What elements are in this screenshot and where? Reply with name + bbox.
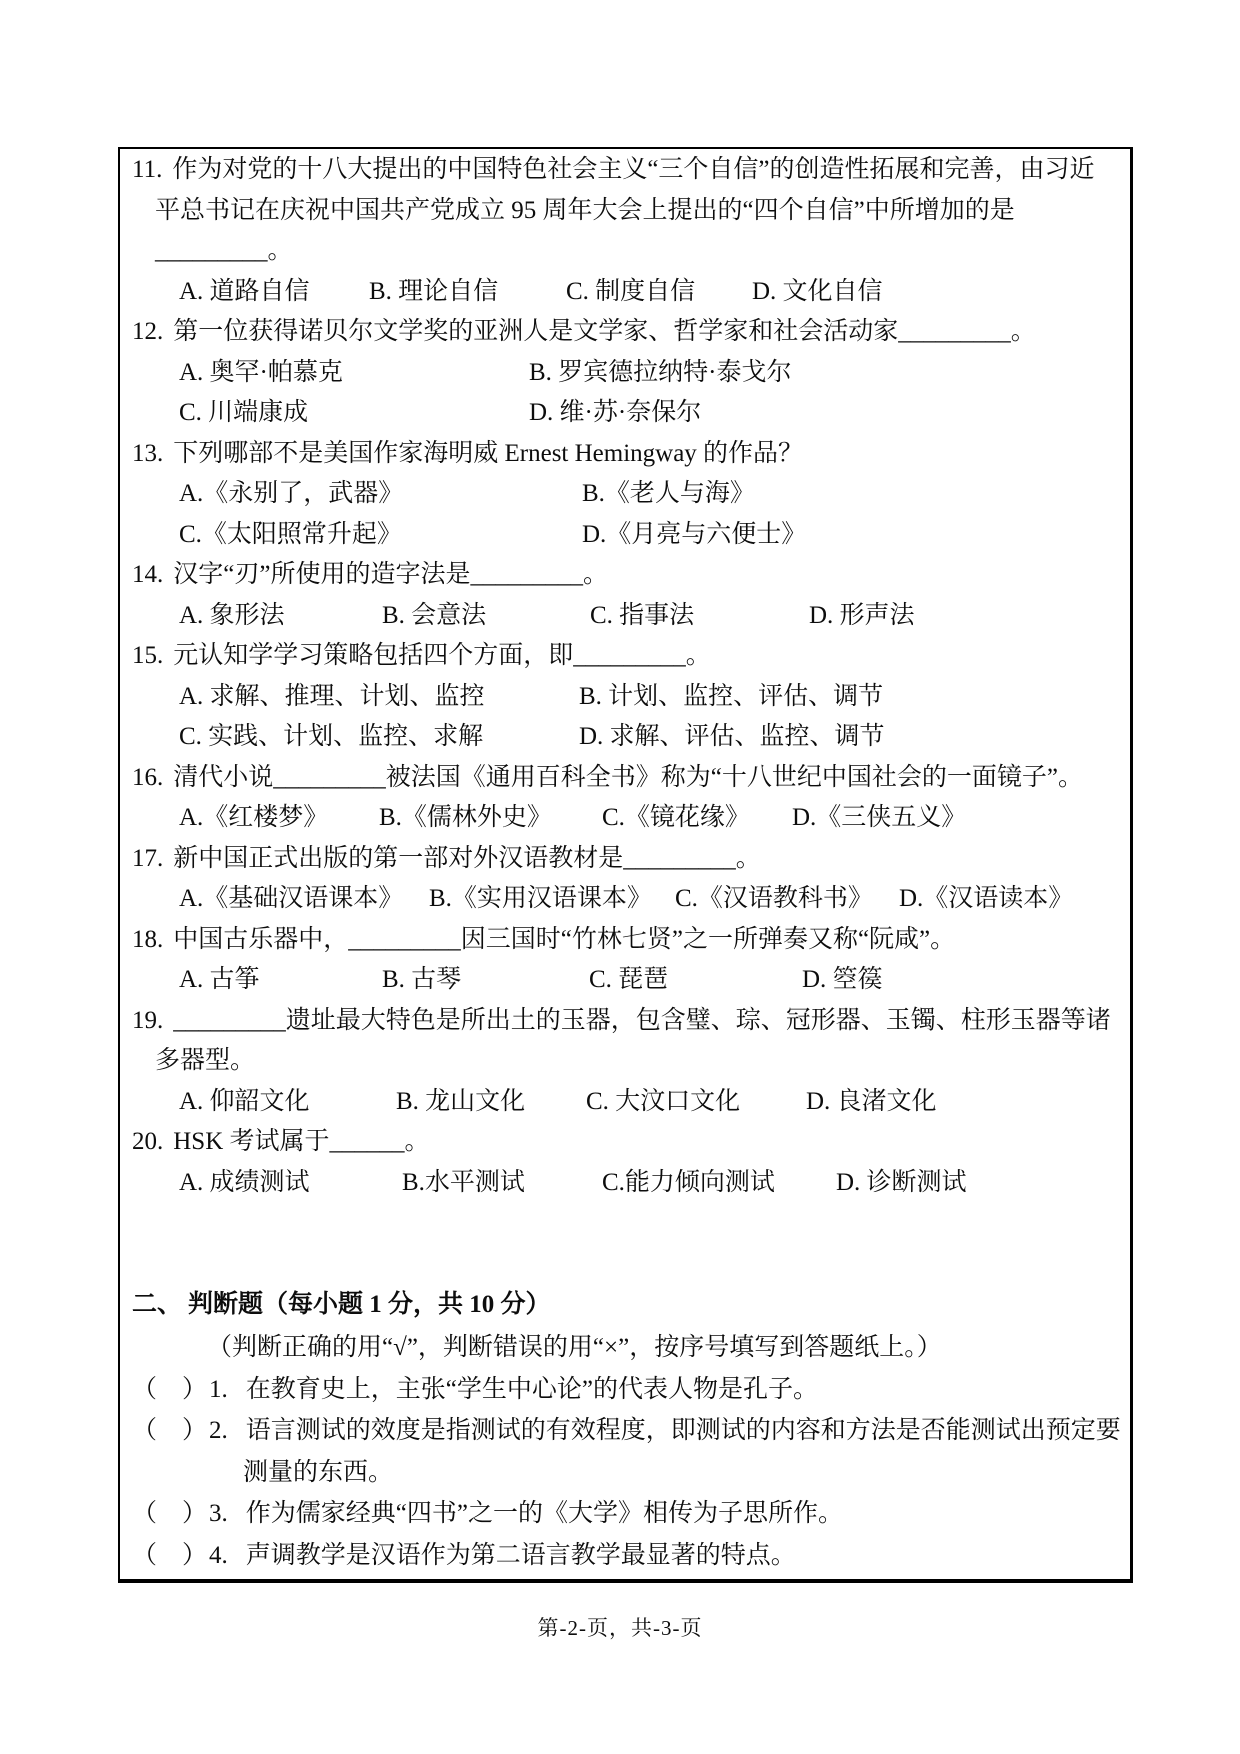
q18-option-b: B. 古琴 bbox=[382, 966, 462, 993]
judgment-item-2 bbox=[132, 1410, 1126, 1452]
q19-option-c: C. 大汶口文化 bbox=[586, 1087, 741, 1115]
q13-option-a: A.《永别了，武器》 bbox=[179, 480, 404, 507]
q20-stem-text: HSK 考试属于______。 bbox=[173, 1128, 430, 1155]
q11-option-b: B. 理论自信 bbox=[369, 277, 499, 305]
q12-stem bbox=[132, 312, 1126, 353]
judgment-item-4-answer-blank: （ ） bbox=[132, 1541, 208, 1569]
q18-number: 18. bbox=[132, 925, 164, 953]
q19-stem-text-1: _________遗址最大特色是所出土的玉器，包含璧、琮、冠形器、玉镯、柱形玉器等诸 bbox=[173, 1006, 1111, 1034]
q12-option-b: B. 罗宾德拉纳特·泰戈尔 bbox=[529, 358, 792, 386]
q12-stem-text: 第一位获得诺贝尔文学奖的亚洲人是文学家、哲学家和社会活动家_________。 bbox=[173, 318, 1036, 345]
q15-option-a: A. 求解、推理、计划、监控 bbox=[179, 682, 485, 710]
judgment-item-4 bbox=[132, 1535, 1126, 1577]
q14-option-d: D. 形声法 bbox=[809, 601, 915, 629]
q12-option-a: A. 奥罕·帕慕克 bbox=[179, 358, 343, 386]
q12-number: 12. bbox=[132, 318, 164, 345]
q11-answer-blank-line: _________。 bbox=[155, 237, 293, 264]
q14-stem-text: 汉字“刃”所使用的造字法是_________。 bbox=[173, 561, 608, 588]
q13-stem-text: 下列哪部不是美国作家海明威 Ernest Hemingway 的作品？ bbox=[173, 439, 804, 467]
q14-options bbox=[179, 596, 1126, 637]
q18-option-d: D. 箜篌 bbox=[802, 966, 883, 993]
page-number-footer: 第-2-页，共-3-页 bbox=[537, 1616, 703, 1640]
q20-option-d: D. 诊断测试 bbox=[836, 1168, 967, 1196]
q13-option-b: B.《老人与海》 bbox=[582, 480, 755, 507]
q11-option-a: A. 道路自信 bbox=[179, 277, 310, 305]
q19-option-b: B. 龙山文化 bbox=[396, 1087, 526, 1115]
q11-option-d: D. 文化自信 bbox=[752, 277, 883, 305]
q11-stem-line-2: 平总书记在庆祝中国共产党成立 95 周年大会上提出的“四个自信”中所增加的是 bbox=[155, 196, 1015, 224]
q16-options bbox=[179, 798, 1126, 839]
q15-option-b: B. 计划、监控、评估、调节 bbox=[579, 682, 884, 710]
exam-content-box bbox=[118, 147, 1133, 1583]
q15-stem bbox=[132, 636, 1126, 677]
q11-number: 11. bbox=[132, 156, 163, 183]
q15-option-d: D. 求解、评估、监控、调节 bbox=[579, 723, 885, 750]
q14-option-a: A. 象形法 bbox=[179, 601, 285, 629]
q18-option-a: A. 古筝 bbox=[179, 966, 260, 993]
q13-option-c: C.《太阳照常升起》 bbox=[179, 520, 402, 548]
judgment-item-4-text: 声调教学是汉语作为第二语言教学最显著的特点。 bbox=[245, 1541, 796, 1569]
q17-option-c: C.《汉语教科书》 bbox=[675, 885, 873, 912]
q15-stem-text: 元认知学学习策略包括四个方面，即_________。 bbox=[173, 642, 711, 669]
judgment-item-3-text: 作为儒家经典“四书”之一的《大学》相传为子思所作。 bbox=[245, 1500, 843, 1527]
section-spacer bbox=[132, 1203, 1126, 1283]
q14-option-b: B. 会意法 bbox=[382, 601, 487, 629]
section2-heading bbox=[132, 1283, 1126, 1327]
q12-option-c: C. 川端康成 bbox=[179, 399, 309, 426]
section2-instructions: （判断正确的用“√”，判断错误的用“×”，按序号填写到答题纸上。） bbox=[207, 1334, 942, 1361]
q17-option-d: D.《汉语读本》 bbox=[899, 885, 1074, 912]
q20-option-b: B.水平测试 bbox=[402, 1168, 525, 1196]
q13-options-row-2 bbox=[179, 515, 1126, 556]
q14-stem bbox=[132, 555, 1126, 596]
q14-number: 14. bbox=[132, 561, 164, 588]
judgment-item-1-answer-blank: （ ） bbox=[132, 1375, 208, 1403]
q16-stem-text: 清代小说_________被法国《通用百科全书》称为“十八世纪中国社会的一面镜子”。 bbox=[173, 763, 1083, 791]
q13-number: 13. bbox=[132, 439, 164, 467]
judgment-item-4-number: 4. bbox=[209, 1541, 228, 1569]
q14-option-c: C. 指事法 bbox=[590, 601, 695, 629]
q16-option-b: B.《儒林外史》 bbox=[379, 804, 552, 831]
q20-number: 20. bbox=[132, 1128, 164, 1155]
q17-number: 17. bbox=[132, 844, 164, 872]
q18-options bbox=[179, 960, 1126, 1001]
q20-options bbox=[179, 1163, 1126, 1204]
q15-options-row-1 bbox=[179, 677, 1126, 718]
q17-option-a: A.《基础汉语课本》 bbox=[179, 885, 404, 912]
q18-stem bbox=[132, 920, 1126, 961]
judgment-item-2-continuation: 测量的东西。 bbox=[243, 1458, 394, 1486]
q12-option-d: D. 维·苏·奈保尔 bbox=[529, 399, 702, 426]
judgment-item-1-number: 1. bbox=[209, 1375, 228, 1403]
q19-option-a: A. 仰韶文化 bbox=[179, 1087, 310, 1115]
judgment-item-1 bbox=[132, 1369, 1126, 1411]
q16-stem bbox=[132, 758, 1126, 799]
q17-stem bbox=[132, 839, 1126, 880]
judgment-item-2-number: 2. bbox=[209, 1417, 228, 1444]
judgment-item-3-answer-blank: （ ） bbox=[132, 1500, 208, 1527]
q17-options bbox=[179, 879, 1126, 920]
q16-option-c: C.《镜花缘》 bbox=[602, 804, 750, 831]
q19-option-d: D. 良渚文化 bbox=[806, 1087, 937, 1115]
q15-options-row-2 bbox=[179, 717, 1126, 758]
q18-option-c: C. 琵琶 bbox=[589, 966, 669, 993]
q13-options-row-1 bbox=[179, 474, 1126, 515]
q16-number: 16. bbox=[132, 763, 164, 791]
q19-number: 19. bbox=[132, 1006, 164, 1034]
judgment-item-3 bbox=[132, 1493, 1126, 1535]
q20-option-c: C.能力倾向测试 bbox=[602, 1168, 775, 1196]
judgment-item-1-text: 在教育史上，主张“学生中心论”的代表人物是孔子。 bbox=[245, 1375, 818, 1403]
q11-stem-line-1 bbox=[132, 150, 1126, 191]
q13-option-d: D.《月亮与六便士》 bbox=[582, 520, 807, 548]
q18-stem-text: 中国古乐器中，_________因三国时“竹林七贤”之一所弹奏又称“阮咸”。 bbox=[173, 925, 956, 953]
q11-option-c: C. 制度自信 bbox=[566, 277, 696, 305]
q19-options bbox=[179, 1082, 1126, 1123]
judgment-item-2-text: 语言测试的效度是指测试的有效程度，即测试的内容和方法是否能测试出预定要 bbox=[245, 1417, 1121, 1444]
q17-option-b: B.《实用汉语课本》 bbox=[429, 885, 652, 912]
q12-options-row-2 bbox=[179, 393, 1126, 434]
q16-option-a: A.《红楼梦》 bbox=[179, 804, 329, 831]
q17-stem-text: 新中国正式出版的第一部对外汉语教材是_________。 bbox=[173, 844, 761, 872]
judgment-item-3-number: 3. bbox=[209, 1500, 228, 1527]
q12-options-row-1 bbox=[179, 353, 1126, 394]
q20-stem bbox=[132, 1122, 1126, 1163]
q19-stem-line-1 bbox=[132, 1001, 1126, 1042]
q11-options bbox=[179, 272, 1126, 313]
q16-option-d: D.《三侠五义》 bbox=[792, 804, 967, 831]
section2-heading-text: 判断题（每小题 1 分，共 10 分） bbox=[188, 1291, 551, 1318]
judgment-item-2-answer-blank: （ ） bbox=[132, 1417, 208, 1444]
q11-stem-text-1: 作为对党的十八大提出的中国特色社会主义“三个自信”的创造性拓展和完善，由习近 bbox=[172, 156, 1095, 183]
section2-heading-number: 二、 bbox=[132, 1291, 183, 1318]
q13-stem bbox=[132, 434, 1126, 475]
q20-option-a: A. 成绩测试 bbox=[179, 1168, 310, 1196]
q15-number: 15. bbox=[132, 642, 164, 669]
q15-option-c: C. 实践、计划、监控、求解 bbox=[179, 723, 484, 750]
q19-stem-line-2: 多器型。 bbox=[155, 1047, 256, 1074]
